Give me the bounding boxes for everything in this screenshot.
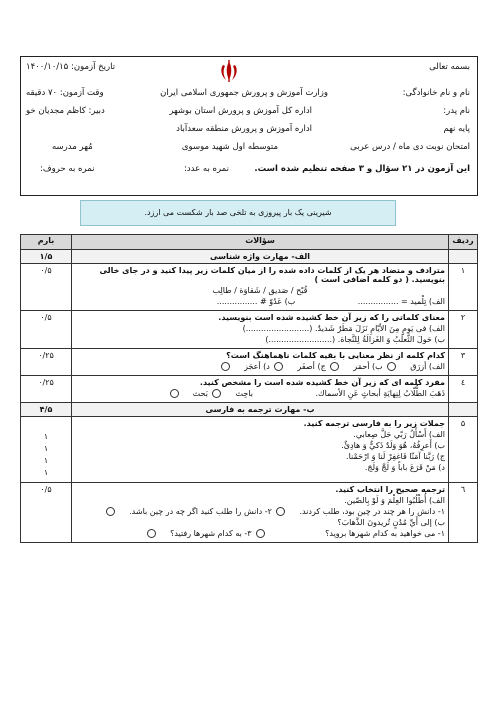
word-bank: قُبْح / صَدیق / شَقاوَة / طالِب — [212, 286, 308, 295]
blank-a[interactable]: الف) تِلْمید = ................ — [357, 297, 445, 306]
sentence: ذَهَبَ الطُّلّابُ لِنِهایَةِ أبحاثٍ عَنِ الأسماك. — [315, 389, 445, 398]
question-score: ۰/۲۵ — [21, 349, 72, 376]
section-row — [21, 403, 478, 417]
option-b-circle[interactable] — [170, 389, 179, 398]
exam-date: تاریخ آزمون: ۱۴۰۰/۱۰/۱۵ — [26, 62, 116, 72]
blank-b[interactable]: ب) عَدُوّ # ................ — [216, 297, 296, 306]
school-name: متوسطه اول شهید موسوی — [181, 142, 278, 152]
choice-a2[interactable]: ۲- دانش را طلب کنید اگر چه در چین باشد. — [129, 507, 272, 516]
question-row — [21, 417, 478, 483]
question-body — [72, 311, 449, 349]
question-score: ۰/۵ — [21, 483, 72, 543]
teacher-name: دبیر: کاظم مجدیان خو — [26, 106, 105, 116]
col-radif: ردیف — [449, 235, 478, 250]
question-body — [72, 417, 449, 483]
question-body — [72, 264, 449, 311]
sentence-d: د) مَنْ قَرَعَ باباً وَ لَجَّ وَلَجَ. — [364, 463, 445, 472]
score-digits-label: نمره به عدد: — [184, 164, 229, 174]
ministry: وزارت آموزش و پرورش جمهوری اسلامی ایران — [160, 88, 328, 98]
sentence-a: الف) فی یَومٍ مِنَ الأیّامِ نَزَلَ مَطَرٌ شَدیدٌ. (.........................) — [242, 324, 445, 333]
question-body — [72, 483, 449, 543]
question-row — [21, 311, 478, 349]
section-row — [21, 250, 478, 264]
father-name-label: نام پدر: — [443, 106, 470, 116]
option-b[interactable]: بَحث — [192, 389, 208, 398]
section-title: ب- مهارت ترجمه به فارسی — [72, 403, 449, 417]
question-row — [21, 264, 478, 311]
school-stamp: مُهر مدرسه — [52, 142, 93, 152]
question-text: مفرد کلمه ای که زیر آن خط کشیده شده است را مشخص کنید. — [199, 378, 445, 387]
option-d[interactable]: د) أعجَز — [244, 362, 270, 371]
exam-title: امتحان نوبت دی ماه / درس عربی — [350, 142, 470, 152]
table-header-row — [21, 235, 478, 250]
iran-emblem-icon — [215, 60, 243, 82]
choice-a1[interactable]: ۱- دانش را هر چند در چین بود، طلب کردند. — [299, 507, 445, 516]
question-body — [72, 376, 449, 403]
question-score-list — [21, 417, 72, 483]
questions-table — [20, 234, 478, 543]
question-text: مترادف و متضاد هر یک از کلمات داده شده را از میان کلمات زیر پیدا کنید و در جای خالی بنویسید. ( دو کلمه اضافی است ) — [99, 266, 445, 284]
choice-b1-circle[interactable] — [256, 529, 265, 538]
motto-text: شیرینی یک بار پیروزی به تلخی صد بار شکست می ارزد. — [144, 208, 332, 217]
question-score: ۰/۲۵ — [21, 376, 72, 403]
score-a: ۱ — [43, 432, 49, 441]
sentence-a: الف) أُطْلُبُوا العِلْمَ وَ لَوْ بِالصّین. — [344, 496, 445, 505]
sentence-b: ب) أَعرِفُهُ، هُوَ وَلَدٌ ذَكيٌّ وَ هادِئٌ. — [341, 441, 445, 450]
option-a[interactable]: باحِث — [235, 389, 253, 398]
sentence-c: ج) رَبَّنا آمَنّا فَاغفِرْ لَنا وَ ارْحَمْنا. — [346, 452, 445, 461]
option-b-circle[interactable] — [330, 362, 339, 371]
question-number: ٤ — [449, 376, 478, 403]
question-row — [21, 376, 478, 403]
sentence-b: ب) حَولَ الثَّعلَبُ وَ الغَزالَةُ لِلنَّجاة. (.........................) — [265, 335, 445, 344]
question-number: ٦ — [449, 483, 478, 543]
question-number: ۱ — [449, 264, 478, 311]
question-body — [72, 349, 449, 376]
option-a-circle[interactable] — [212, 389, 221, 398]
name-label: نام و نام خانوادگی: — [402, 88, 470, 98]
question-number: ۵ — [449, 417, 478, 483]
option-b[interactable]: ب) أحمَر — [353, 362, 383, 371]
choice-b2[interactable]: ۳- به کدام شهرها رفتید؟ — [170, 529, 252, 538]
choice-b1[interactable]: ۱- می خواهید به کدام شهرها بروید؟ — [325, 529, 445, 538]
question-text: معنای کلماتی را که زیر آن خط کشیده شده است بنویسید. — [218, 313, 445, 322]
motto-banner — [80, 200, 396, 226]
choice-a1-circle[interactable] — [276, 507, 285, 516]
col-questions: سؤالات — [72, 235, 449, 250]
district-office: اداره آموزش و پرورش منطقه سعدآباد — [176, 124, 312, 134]
section-title: الف- مهارت واژه شناسی — [72, 250, 449, 264]
choice-b2-circle[interactable] — [147, 529, 156, 538]
question-number: ۲ — [449, 311, 478, 349]
question-text: ترجمه صحیح را انتخاب کنید. — [335, 485, 445, 494]
option-c[interactable]: ج) أصفَر — [297, 362, 326, 371]
score-words-label: نمره به حروف: — [40, 164, 95, 174]
choice-a2-circle[interactable] — [106, 507, 115, 516]
question-score: ۰/۵ — [21, 264, 72, 311]
option-d-circle[interactable] — [221, 362, 230, 371]
question-row — [21, 483, 478, 543]
exam-duration: وقت آزمون: ۷۰ دقیقه — [26, 88, 104, 98]
section-score: ۴/۵ — [21, 403, 72, 417]
question-score: ۰/۵ — [21, 311, 72, 349]
score-c: ۱ — [43, 456, 49, 465]
col-score: بارم — [21, 235, 72, 250]
question-text: جملات زیر را به فارسی ترجمه کنید. — [303, 419, 445, 428]
bismillah: بسمه تعالی — [429, 62, 470, 72]
question-row — [21, 349, 478, 376]
province-office: اداره کل آموزش و پرورش استان بوشهر — [169, 106, 312, 116]
sentence-a: الف) أَسْأَلُ رَبّي حَلَّ صِعابي. — [353, 430, 445, 439]
score-b: ۱ — [43, 444, 49, 453]
option-a-circle[interactable] — [387, 362, 396, 371]
option-a[interactable]: الف) أزرَق — [410, 362, 445, 371]
score-d: ۱ — [43, 468, 49, 477]
exam-notice: این آزمون در ۲۱ سؤال و ۳ صفحه تنظیم شده است. — [254, 164, 470, 174]
option-c-circle[interactable] — [274, 362, 283, 371]
question-text: کدام کلمه از نظر معنایی با بقیه کلمات ناهماهنگ است؟ — [226, 351, 445, 360]
question-number: ۳ — [449, 349, 478, 376]
sentence-b: ب) إلی أَيِّ مُدُنٍ تُريدونَ الذَّهابَ؟ — [337, 518, 445, 527]
section-score: ۱/۵ — [21, 250, 72, 264]
grade: پایه نهم — [443, 124, 470, 134]
